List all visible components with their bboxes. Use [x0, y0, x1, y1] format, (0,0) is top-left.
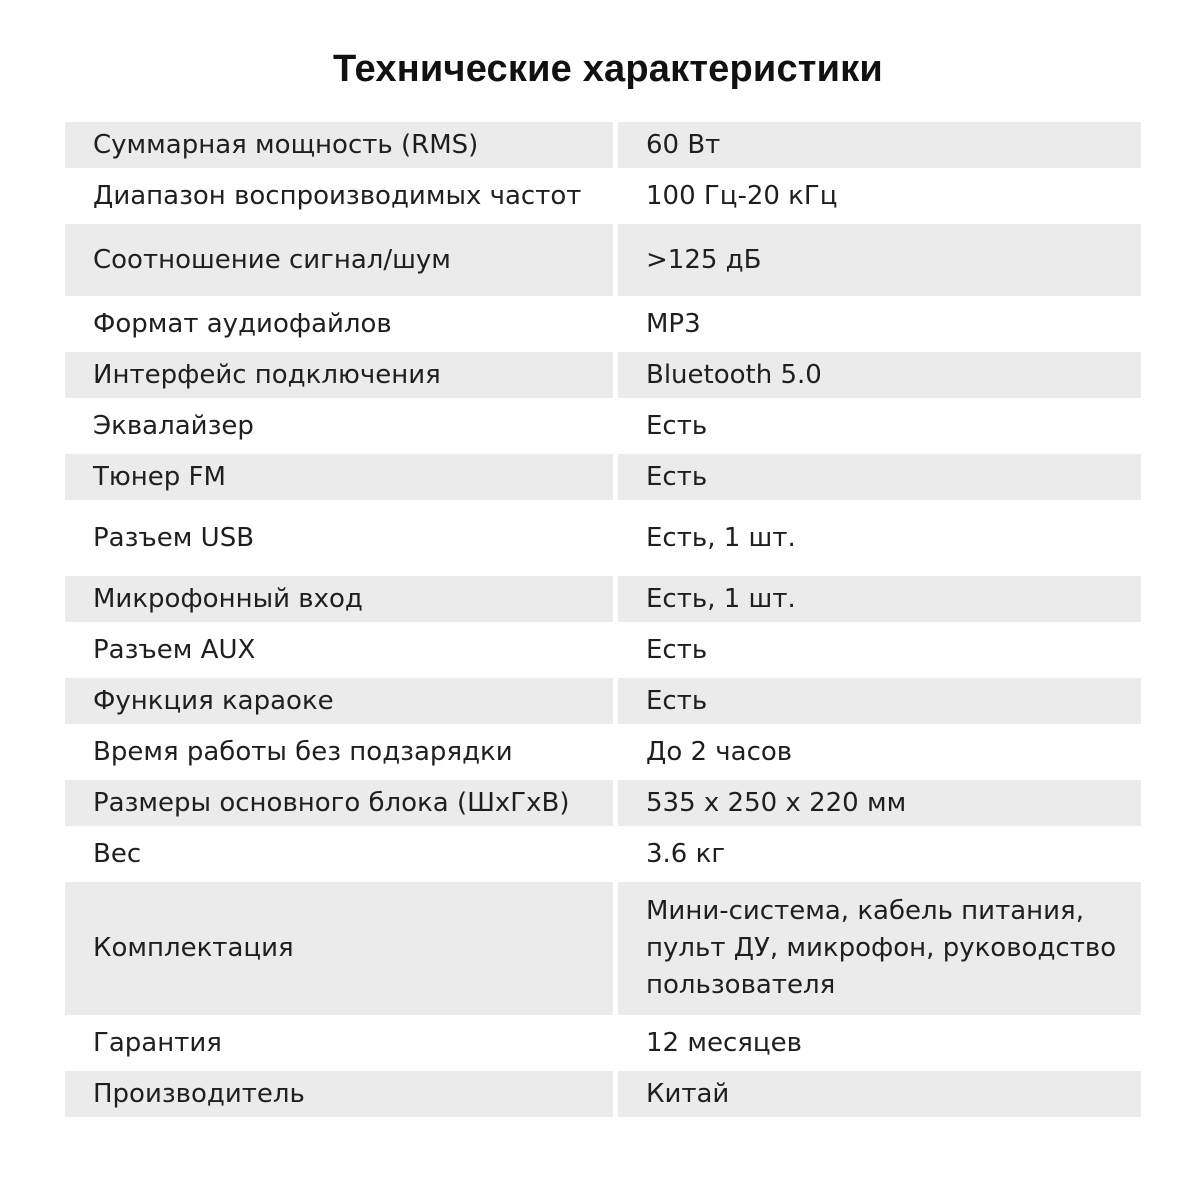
spec-label: Разъем AUX	[65, 627, 613, 673]
spec-value: 3.6 кг	[618, 831, 1141, 877]
table-row	[65, 729, 1141, 775]
spec-label: Размеры основного блока (ШхГхВ)	[65, 780, 613, 826]
spec-value: 535 х 250 х 220 мм	[618, 780, 1141, 826]
table-row	[65, 173, 1141, 219]
spec-label: Гарантия	[65, 1020, 613, 1066]
spec-label: Диапазон воспроизводимых частот	[65, 173, 613, 219]
table-row	[65, 780, 1141, 826]
table-row	[65, 352, 1141, 398]
spec-value: Есть, 1 шт.	[618, 576, 1141, 622]
spec-value: Мини-система, кабель питания, пульт ДУ, микрофон, руководство пользователя	[618, 882, 1141, 1015]
page-title: Технические характеристики	[333, 48, 883, 90]
table-row	[65, 301, 1141, 347]
spec-value: Есть, 1 шт.	[618, 505, 1141, 571]
spec-label: Микрофонный вход	[65, 576, 613, 622]
spec-value: Китай	[618, 1071, 1141, 1117]
spec-label: Вес	[65, 831, 613, 877]
table-row	[65, 678, 1141, 724]
table-row	[65, 122, 1141, 168]
table-row	[65, 882, 1141, 1015]
table-row	[65, 403, 1141, 449]
spec-value: До 2 часов	[618, 729, 1141, 775]
spec-table	[65, 122, 1141, 1122]
spec-label: Функция караоке	[65, 678, 613, 724]
spec-value: Есть	[618, 403, 1141, 449]
spec-label: Соотношение сигнал/шум	[65, 224, 613, 296]
spec-value: Есть	[618, 627, 1141, 673]
spec-value: Есть	[618, 678, 1141, 724]
spec-label: Производитель	[65, 1071, 613, 1117]
spec-value: 12 месяцев	[618, 1020, 1141, 1066]
spec-label: Комплектация	[65, 882, 613, 1015]
table-row	[65, 454, 1141, 500]
spec-label: Разъем USB	[65, 505, 613, 571]
spec-value: Есть	[618, 454, 1141, 500]
table-row	[65, 1071, 1141, 1117]
spec-value: >125 дБ	[618, 224, 1141, 296]
spec-value: MP3	[618, 301, 1141, 347]
spec-label: Тюнер FM	[65, 454, 613, 500]
spec-value: 60 Вт	[618, 122, 1141, 168]
spec-value: 100 Гц-20 кГц	[618, 173, 1141, 219]
spec-label: Суммарная мощность (RMS)	[65, 122, 613, 168]
spec-value: Bluetooth 5.0	[618, 352, 1141, 398]
table-row	[65, 1020, 1141, 1066]
spec-label: Время работы без подзарядки	[65, 729, 613, 775]
spec-label: Формат аудиофайлов	[65, 301, 613, 347]
table-row	[65, 224, 1141, 296]
table-row	[65, 576, 1141, 622]
table-row	[65, 627, 1141, 673]
spec-label: Интерфейс подключения	[65, 352, 613, 398]
table-row	[65, 505, 1141, 571]
spec-label: Эквалайзер	[65, 403, 613, 449]
table-row	[65, 831, 1141, 877]
